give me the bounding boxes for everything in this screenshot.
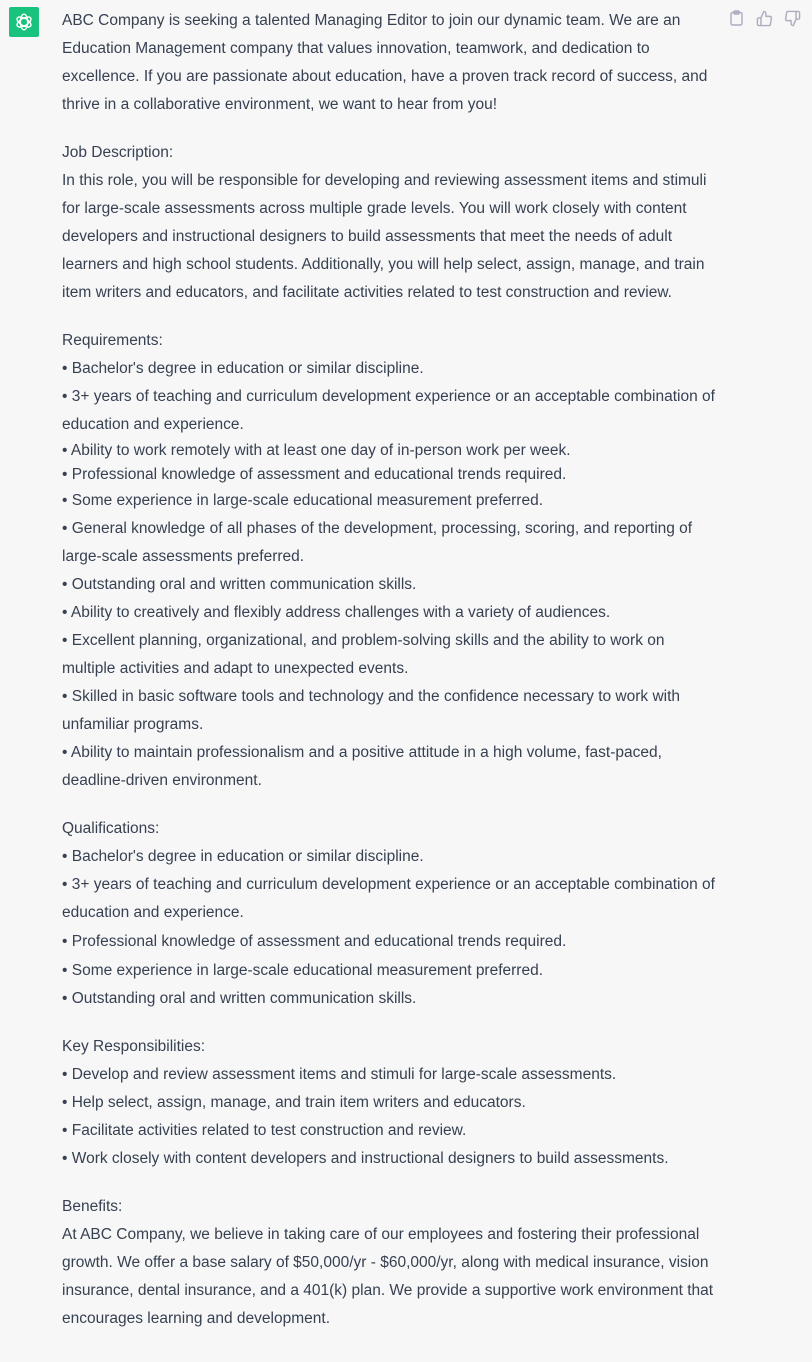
- job-description-text: In this role, you will be responsible for developing and reviewing assessment items and stimuli for large-scale assessments across multiple grade levels. You will work closely with content developers and instructional designers to build assessments that meet the needs of adult learners and high school students. Additionally, you will help select, assign, manage, and train item writers and educators, and facilitate activities related to test construction and review.: [62, 172, 707, 301]
- requirements-section: [62, 327, 722, 795]
- intro-paragraph: ABC Company is seeking a talented Managing Editor to join our dynamic team. We are an Education Management company that values innovation, teamwork, and dedication to excellence. If you are passionate about education, have a proven track record of success, and thrive in a collaborative environment, we want to hear from you!: [62, 12, 708, 113]
- job-description-section: [62, 139, 722, 307]
- responsibility-item: • Develop and review assessment items and stimuli for large-scale assessments.: [62, 1066, 617, 1083]
- requirement-item: • Ability to work remotely with at least one day of in-person work per week.: [62, 442, 571, 459]
- benefits-heading: Benefits:: [62, 1198, 123, 1215]
- requirement-item: • Excellent planning, organizational, and problem-solving skills and the ability to work on multiple activities and adapt to unexpected events.: [62, 632, 665, 677]
- benefits-section: [62, 1193, 722, 1333]
- thumbs-up-button[interactable]: [755, 9, 773, 27]
- qualification-item: • Professional knowledge of assessment and educational trends required.: [62, 933, 567, 950]
- thumbs-up-icon: [756, 10, 773, 27]
- copy-button[interactable]: [727, 9, 745, 27]
- key-responsibilities-section: [62, 1033, 722, 1173]
- requirement-item: • Professional knowledge of assessment and educational trends required.: [62, 466, 567, 483]
- requirement-item: • Bachelor's degree in education or similar discipline.: [62, 360, 424, 377]
- benefits-text: At ABC Company, we believe in taking care of our employees and fostering their professional growth. We offer a base salary of $50,000/yr - $60,000/yr, along with medical insurance, vision insurance, dental insurance, and a 401(k) plan. We provide a supportive work environment that encourages learning and development.: [62, 1226, 714, 1327]
- requirement-item: • 3+ years of teaching and curriculum development experience or an acceptable combination of education and experience.: [62, 388, 715, 433]
- qualification-item: • Bachelor's degree in education or similar discipline.: [62, 848, 424, 865]
- thumbs-down-button[interactable]: [783, 9, 801, 27]
- qualification-item: • Outstanding oral and written communication skills.: [62, 990, 417, 1007]
- thumbs-down-icon: [784, 10, 801, 27]
- requirement-item: • Ability to maintain professionalism and a positive attitude in a high volume, fast-paced, deadline-driven environment.: [62, 744, 662, 789]
- key-responsibilities-heading: Key Responsibilities:: [62, 1038, 206, 1055]
- qualifications-section: [62, 815, 722, 1013]
- responsibility-item: • Work closely with content developers and instructional designers to build assessments.: [62, 1150, 669, 1167]
- job-description-heading: Job Description:: [62, 144, 174, 161]
- clipboard-icon: [729, 10, 744, 26]
- requirement-item: • Skilled in basic software tools and technology and the confidence necessary to work with unfamiliar programs.: [62, 688, 681, 733]
- openai-logo-icon: [13, 11, 35, 33]
- requirements-heading: Requirements:: [62, 332, 163, 349]
- qualification-item: • Some experience in large-scale educational measurement preferred.: [62, 962, 544, 979]
- requirement-item: • Some experience in large-scale educational measurement preferred.: [62, 492, 544, 509]
- assistant-avatar: [9, 7, 39, 37]
- responsibility-item: • Help select, assign, manage, and train item writers and educators.: [62, 1094, 526, 1111]
- message-actions: [727, 9, 801, 27]
- qualification-item: • 3+ years of teaching and curriculum development experience or an acceptable combination of education and experience.: [62, 876, 715, 921]
- requirement-item: • General knowledge of all phases of the development, processing, scoring, and reporting of large-scale assessments preferred.: [62, 520, 693, 565]
- requirement-item: • Outstanding oral and written communication skills.: [62, 576, 417, 593]
- responsibility-item: • Facilitate activities related to test construction and review.: [62, 1122, 467, 1139]
- requirement-item: • Ability to creatively and flexibly address challenges with a variety of audiences.: [62, 604, 611, 621]
- qualifications-heading: Qualifications:: [62, 820, 160, 837]
- message-content: [62, 7, 722, 1353]
